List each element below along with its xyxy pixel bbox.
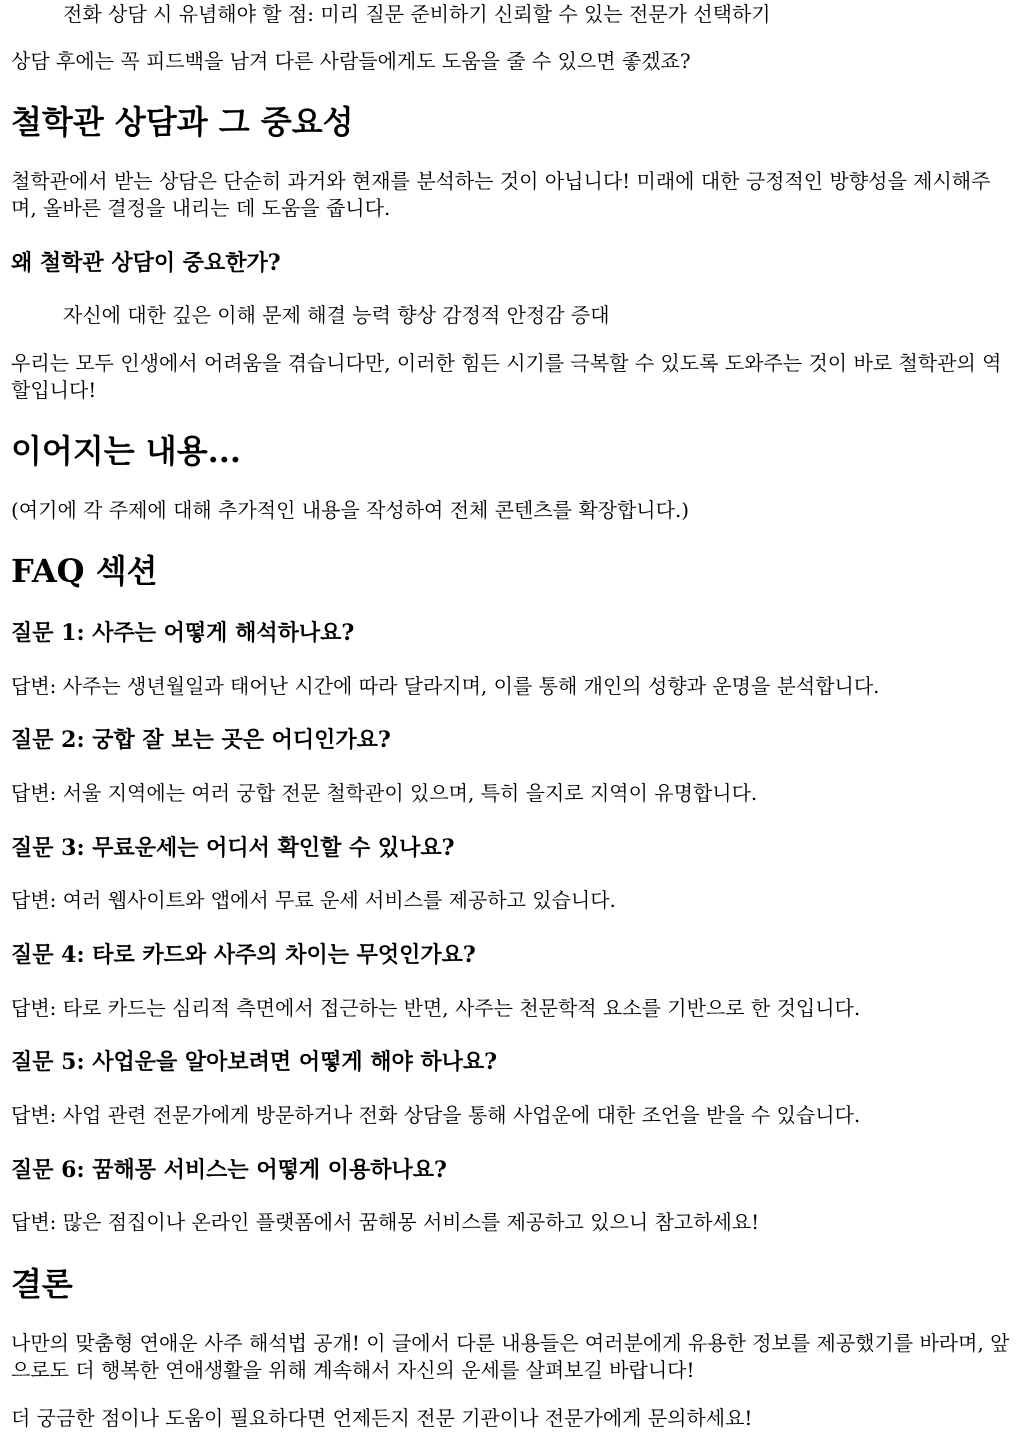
contact-paragraph: 더 궁금한 점이나 도움이 필요하다면 언제든지 전문 기관이나 전문가에게 문의하세요! — [11, 1406, 753, 1430]
heading-conclusion: 결론 — [11, 1265, 73, 1303]
heading-continued: 이어지는 내용... — [11, 432, 242, 470]
faq-answer: 답변: 많은 점집이나 온라인 플랫폼에서 꿈해몽 서비스를 제공하고 있으니 참고하세요! — [11, 1210, 760, 1234]
faq-question: 질문 1: 사주는 어떻게 해석하나요? — [11, 620, 355, 646]
role-paragraph: 우리는 모두 인생에서 어려움을 겪습니다만, 이러한 힘든 시기를 극복할 수 있도록 도와주는 것이 바로 철학관의 역할입니다! — [11, 351, 1002, 402]
subheading-why-important: 왜 철학관 상담이 중요한가? — [11, 250, 281, 276]
importance-paragraph: 철학관에서 받는 상담은 단순히 과거와 현재를 분석하는 것이 아닙니다! 미래에 대한 긍정적인 방향성을 제시해주며, 올바른 결정을 내리는 데 도움을 줍니다. — [11, 169, 991, 220]
continued-paragraph: (여기에 각 주제에 대해 추가적인 내용을 작성하여 전체 콘텐츠를 확장합니다.) — [11, 498, 690, 522]
feedback-paragraph: 상담 후에는 꼭 피드백을 남겨 다른 사람들에게도 도움을 줄 수 있으면 좋겠죠? — [11, 49, 691, 73]
faq-answer: 답변: 사업 관련 전문가에게 방문하거나 전화 상담을 통해 사업운에 대한 조언을 받을 수 있습니다. — [11, 1103, 861, 1127]
faq-question: 질문 6: 꿈해몽 서비스는 어떻게 이용하나요? — [11, 1157, 447, 1183]
faq-question: 질문 3: 무료운세는 어디서 확인할 수 있나요? — [11, 835, 455, 861]
heading-importance: 철학관 상담과 그 중요성 — [11, 103, 354, 141]
faq-answer: 답변: 서울 지역에는 여러 궁합 전문 철학관이 있으며, 특히 을지로 지역이 유명합니다. — [11, 781, 758, 805]
faq-answer: 답변: 타로 카드는 심리적 측면에서 접근하는 반면, 사주는 천문학적 요소를 기반으로 한 것입니다. — [11, 996, 861, 1020]
call-tips-line: 전화 상담 시 유념해야 할 점: 미리 질문 준비하기 신뢰할 수 있는 전문가 선택하기 — [63, 2, 771, 26]
faq-question: 질문 2: 궁합 잘 보는 곳은 어디인가요? — [11, 727, 391, 753]
faq-answer: 답변: 사주는 생년월일과 태어난 시간에 따라 달라지며, 이를 통해 개인의 성향과 운명을 분석합니다. — [11, 674, 880, 698]
conclusion-paragraph: 나만의 맞춤형 연애운 사주 해석법 공개! 이 글에서 다룬 내용들은 여러분에게 유용한 정보를 제공했기를 바라며, 앞으로도 더 행복한 연애생활을 위해 계속해서 자신의 운세를 살펴보길 바랍니다! — [11, 1331, 1010, 1382]
faq-question: 질문 5: 사업운을 알아보려면 어떻게 해야 하나요? — [11, 1049, 498, 1075]
heading-faq: FAQ 섹션 — [11, 552, 158, 590]
faq-question: 질문 4: 타로 카드와 사주의 차이는 무엇인가요? — [11, 942, 476, 968]
benefits-line: 자신에 대한 깊은 이해 문제 해결 능력 향상 감정적 안정감 증대 — [63, 303, 610, 327]
faq-answer: 답변: 여러 웹사이트와 앱에서 무료 운세 서비스를 제공하고 있습니다. — [11, 888, 616, 912]
